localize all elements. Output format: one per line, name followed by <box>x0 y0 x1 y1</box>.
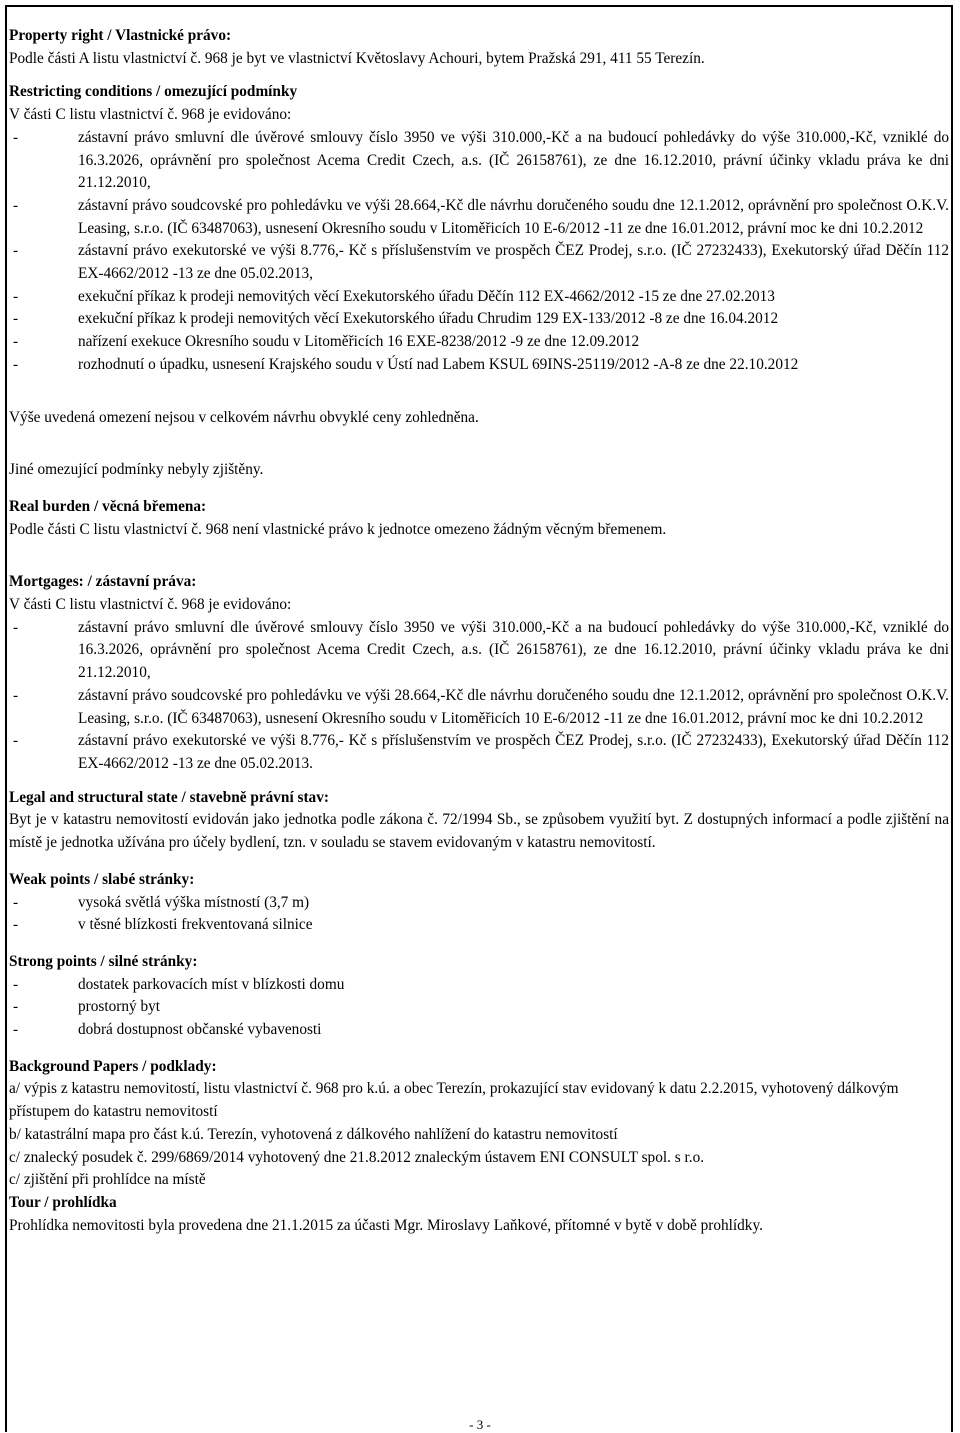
mortgage-item: - zástavní právo exekutorské ve výši 8.776,- Kč s příslušenstvím ve prospěch ČEZ Prodej, s.r.o. (IČ 27232433), Exekutorský úřad Děčín 112 EX-4662/2012 -13 ze dne 05.02.2013. <box>9 730 949 775</box>
ownership-text: Podle části A listu vlastnictví č. 968 je byt ve vlastnictví Květoslavy Achouri, bytem Pražská 291, 411 55 Terezín. <box>9 49 705 67</box>
legal-text: Byt je v katastru nemovitostí evidován jako jednotka podle zákona č. 72/1994 Sb., se způsobem využití byt. Z dostupných informací a podle zjištění na místě je jednotka užívána pro účely bydlení, tzn. v souladu se stavem evidovaným v katastru nemovitostí. <box>9 811 949 852</box>
restrictions-intro: V části C listu vlastnictví č. 968 je evidováno: <box>9 106 292 124</box>
burden-text: Podle části C listu vlastnictví č. 968 není vlastnické právo k jednotce omezeno žádným věcným břemenem. <box>9 520 667 538</box>
background-papers-heading: Background Papers / podklady: <box>9 1057 217 1075</box>
strong-point-item: - dobrá dostupnost občanské vybavenosti <box>9 1019 949 1042</box>
restriction-item: - zástavní právo soudcovské pro pohledávku ve výši 28.664,-Kč dle návrhu doručeného soudu dne 12.1.2012, oprávnění pro společnost O.K.V. Leasing, s.r.o. (IČ 63487063), usnesení Okresního soudu v Litoměřicích 10 E-6/2012 -11 ze dne 16.01.2012, právní moc ke dni 10.2.2012 <box>9 195 949 240</box>
restriction-item: - exekuční příkaz k prodeji nemovitých věcí Exekutorského úřadu Děčín 112 EX-4662/2012 -15 ze dne 27.02.2013 <box>9 286 949 309</box>
background-papers-section <box>9 1056 949 1192</box>
tour-section <box>9 1192 949 1237</box>
burden-heading: Real burden / věcná břemena: <box>9 497 207 515</box>
restrictions-section <box>9 81 949 482</box>
weak-points-heading: Weak points / slabé stránky: <box>9 870 195 888</box>
restriction-item: - zástavní právo smluvní dle úvěrové smlouvy číslo 3950 ve výši 310.000,-Kč a na budoucí pohledávky do výše 310.000,-Kč, vzniklé do 16.3.2026, oprávnění pro společnost Acema Credit Czech, a.s. (IČ 26158761), ze dne 16.12.2010, právní účinky vkladu práva ke dni 21.12.2010, <box>9 127 949 195</box>
restrictions-list <box>9 127 949 377</box>
ownership-heading: Property right / Vlastnické právo: <box>9 27 232 44</box>
strong-points-section <box>9 951 949 1042</box>
restrictions-heading: Restricting conditions / omezující podmínky <box>9 83 298 101</box>
background-paper-line: a/ výpis z katastru nemovitostí, listu vlastnictví č. 968 pro k.ú. a obec Terezín, prokazující stav evidovaný k datu 2.2.2015, vyhotovený dálkovým přístupem do katastru nemovitostí <box>9 1080 899 1121</box>
burden-section <box>9 496 949 541</box>
strong-points-heading: Strong points / silné stránky: <box>9 952 198 970</box>
strong-point-item: - dostatek parkovacích míst v blízkosti domu <box>9 974 949 997</box>
tour-text: Prohlídka nemovitosti byla provedena dne 21.1.2015 za účasti Mgr. Miroslavy Laňkové, přítomné v bytě v době prohlídky. <box>9 1216 763 1234</box>
legal-heading: Legal and structural state / stavebně právní stav: <box>9 788 329 806</box>
ownership-section <box>9 25 949 70</box>
tour-heading: Tour / prohlídka <box>9 1193 117 1211</box>
mortgages-heading: Mortgages: / zástavní práva: <box>9 573 197 591</box>
mortgages-list <box>9 617 949 776</box>
strong-points-list <box>9 974 949 1042</box>
restriction-item: - rozhodnutí o úpadku, usnesení Krajského soudu v Ústí nad Labem KSUL 69INS-25119/2012 -A-8 ze dne 22.10.2012 <box>9 354 949 377</box>
mortgages-intro: V části C listu vlastnictví č. 968 je evidováno: <box>9 596 292 614</box>
strong-point-item: - prostorný byt <box>9 996 949 1019</box>
restriction-item: - zástavní právo exekutorské ve výši 8.776,- Kč s příslušenstvím ve prospěch ČEZ Prodej, s.r.o. (IČ 27232433), Exekutorský úřad Děčín 112 EX-4662/2012 -13 ze dne 05.02.2013, <box>9 240 949 285</box>
restriction-item: - exekuční příkaz k prodeji nemovitých věcí Exekutorského úřadu Chrudim 129 EX-133/2012 -8 ze dne 16.04.2012 <box>9 308 949 331</box>
restrictions-note-considered: Výše uvedená omezení nejsou v celkovém návrhu obvyklé ceny zohledněna. <box>9 408 479 426</box>
weak-points-section <box>9 869 949 937</box>
weak-point-item: - vysoká světlá výška místností (3,7 m) <box>9 892 949 915</box>
mortgage-item: - zástavní právo soudcovské pro pohledávku ve výši 28.664,-Kč dle návrhu doručeného soudu dne 12.1.2012, oprávnění pro společnost O.K.V. Leasing, s.r.o. (IČ 63487063), usnesení Okresního soudu v Litoměřicích 10 E-6/2012 -11 ze dne 16.01.2012, právní moc ke dni 10.2.2012 <box>9 685 949 730</box>
legal-section <box>9 787 949 855</box>
document-body <box>9 25 949 1237</box>
mortgage-item: - zástavní právo smluvní dle úvěrové smlouvy číslo 3950 ve výši 310.000,-Kč a na budoucí pohledávky do výše 310.000,-Kč, vzniklé do 16.3.2026, oprávnění pro společnost Acema Credit Czech, a.s. (IČ 26158761), ze dne 16.12.2010, právní účinky vkladu práva ke dni 21.12.2010, <box>9 617 949 685</box>
background-paper-line: b/ katastrální mapa pro část k.ú. Terezín, vyhotovená z dálkového nahlížení do katastru nemovitostí <box>9 1125 618 1143</box>
background-paper-line: c/ znalecký posudek č. 299/6869/2014 vyhotovený dne 21.8.2012 znaleckým ústavem ENI CONSULT spol. s r.o. <box>9 1148 705 1166</box>
background-paper-line: c/ zjištění při prohlídce na místě <box>9 1171 206 1189</box>
restrictions-note-none-other: Jiné omezující podmínky nebyly zjištěny. <box>9 461 264 479</box>
page-number: - 3 - <box>469 1417 491 1432</box>
weak-points-list <box>9 892 949 937</box>
weak-point-item: - v těsné blízkosti frekventovaná silnice <box>9 914 949 937</box>
restriction-item: - nařízení exekuce Okresního soudu v Litoměřicích 16 EXE-8238/2012 -9 ze dne 12.09.2012 <box>9 331 949 354</box>
mortgages-section <box>9 571 949 775</box>
